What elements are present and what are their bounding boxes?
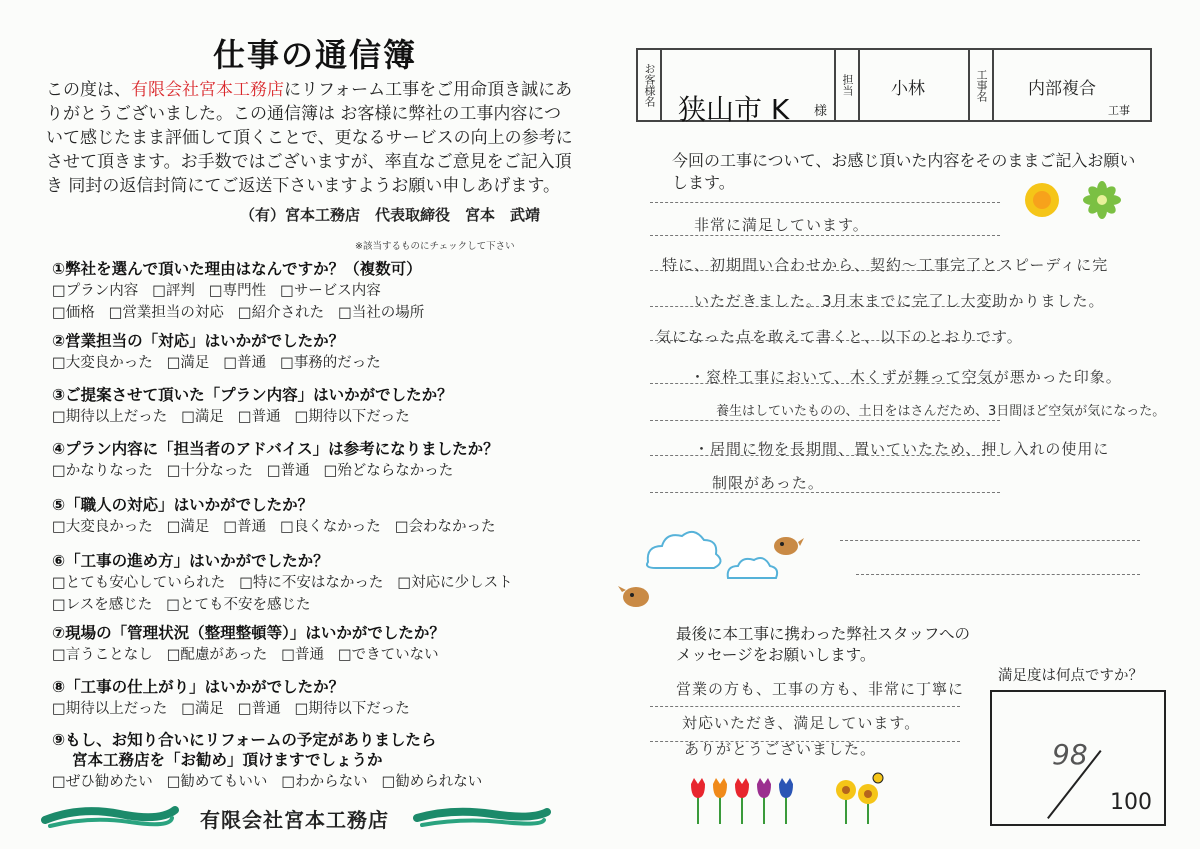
option-label: 普通 <box>280 463 310 479</box>
checkbox-option[interactable] <box>167 463 253 479</box>
option-label: サービス内容 <box>293 283 381 299</box>
option-label: 良くなかった <box>293 519 381 535</box>
checkbox-icon[interactable]: □ <box>166 597 180 613</box>
option-row <box>52 301 438 322</box>
checkbox-option[interactable] <box>382 774 483 790</box>
comment-line: いただきました。3月末までに完了し大変助かりました。 <box>694 292 1105 310</box>
signature: （有）宮本工務店 代表取締役 宮本 武靖 <box>240 206 541 224</box>
question-2: ②営業担当の「対応」はいかがでしたか？ <box>52 332 345 350</box>
option-label: 専門性 <box>222 283 267 299</box>
checkbox-option[interactable] <box>324 463 454 479</box>
checkbox-option[interactable] <box>223 355 266 371</box>
comment-line: 気になった点を敢えて書くと、以下のとおりです。 <box>656 328 1023 346</box>
option-label: 勧められない <box>395 774 483 790</box>
checkbox-option[interactable] <box>209 283 266 299</box>
question-4: ④プラン内容に「担当者のアドバイス」は参考になりましたか？ <box>52 440 499 458</box>
checkbox-option[interactable] <box>295 409 410 425</box>
flower-decoration-icon <box>1022 180 1122 220</box>
checkbox-icon[interactable]: □ <box>52 355 66 371</box>
option-row <box>52 459 467 480</box>
checkbox-icon[interactable]: □ <box>239 575 253 591</box>
company-name-red: 有限会社宮本工務店 <box>131 80 284 100</box>
header-box <box>636 48 1152 126</box>
dashed-line <box>650 420 1000 421</box>
checkbox-icon[interactable]: □ <box>323 463 338 479</box>
checkbox-option[interactable] <box>338 305 424 321</box>
checkbox-icon[interactable]: □ <box>52 701 66 717</box>
comment-line: 制限があった。 <box>712 474 824 492</box>
work-name: 内部複合 <box>1028 79 1096 99</box>
option-label: 普通 <box>294 647 324 663</box>
message-line: 営業の方も、工事の方も、非常に丁寧に <box>676 680 965 698</box>
option-label: 言うことなし <box>65 647 153 663</box>
option-row <box>52 571 527 592</box>
checkbox-option[interactable] <box>295 701 410 717</box>
checkbox-option[interactable] <box>167 519 210 535</box>
question-9: ⑨もし、お知り合いにリフォームの予定がありましたら <box>52 731 437 749</box>
checkbox-icon[interactable]: □ <box>166 355 181 371</box>
option-row <box>52 593 324 614</box>
checkbox-icon[interactable]: □ <box>237 701 252 717</box>
check-note: ※該当するものにチェックして下さい <box>355 241 515 252</box>
checkbox-icon[interactable]: □ <box>108 305 123 321</box>
customer-name: 狭山市 K <box>678 93 790 126</box>
option-label: プラン内容 <box>65 283 139 299</box>
option-label: 会わなかった <box>408 519 496 535</box>
checkbox-icon[interactable]: □ <box>294 701 309 717</box>
option-label: 大変良かった <box>65 355 153 371</box>
checkbox-option[interactable] <box>238 409 281 425</box>
question-5: ⑤「職人の対応」はいかがでしたか？ <box>52 496 314 514</box>
checkbox-icon[interactable]: □ <box>52 305 66 321</box>
checkbox-option[interactable] <box>395 519 496 535</box>
checkbox-option[interactable] <box>280 519 381 535</box>
checkbox-option[interactable] <box>280 283 381 299</box>
dashed-line <box>856 574 1140 575</box>
checkbox-icon[interactable]: □ <box>52 519 66 535</box>
checkbox-icon[interactable]: □ <box>181 701 195 717</box>
option-label: わからない <box>295 774 368 790</box>
checkbox-icon[interactable]: □ <box>281 774 296 790</box>
checkbox-icon[interactable]: □ <box>237 305 252 321</box>
checkbox-icon[interactable]: □ <box>381 774 396 790</box>
checkbox-icon[interactable]: □ <box>223 355 238 371</box>
checkbox-option[interactable] <box>52 355 153 371</box>
option-label: 満足 <box>194 409 224 425</box>
option-row <box>52 351 395 372</box>
checkbox-option[interactable] <box>52 283 138 299</box>
option-label: 紹介された <box>251 305 325 321</box>
customer-label: お客様名 <box>643 63 656 107</box>
staff-name: 小林 <box>891 79 925 99</box>
checkbox-icon[interactable]: □ <box>280 283 294 299</box>
option-label: 事務的だった <box>293 355 381 371</box>
dashed-line <box>840 540 1140 541</box>
dashed-line <box>650 706 960 707</box>
option-label: 勧めてもいい <box>180 774 268 790</box>
checkbox-icon[interactable]: □ <box>52 575 66 591</box>
option-label: 期待以上だった <box>65 409 168 425</box>
option-label: 配慮があった <box>180 647 268 663</box>
checkbox-icon[interactable]: □ <box>166 647 181 663</box>
checkbox-icon[interactable]: □ <box>397 575 412 591</box>
checkbox-option[interactable] <box>267 463 310 479</box>
checkbox-option[interactable] <box>166 597 310 613</box>
question-8: ⑧「工事の仕上がり」はいかがでしたか？ <box>52 678 345 696</box>
comment-line: 特に、初期問い合わせから、契約～工事完了とスピーディに完 <box>662 256 1109 274</box>
comment-line: ・窓枠工事において、木くずが舞って空気が悪かった印象。 <box>690 368 1122 386</box>
checkbox-icon[interactable]: □ <box>52 463 66 479</box>
checkbox-option[interactable] <box>52 575 225 591</box>
option-label: とても安心していられた <box>65 575 226 591</box>
checkbox-option[interactable] <box>52 305 95 321</box>
checkbox-option[interactable] <box>52 647 153 663</box>
checkbox-option[interactable] <box>52 597 152 613</box>
comment-line: 養生はしていたものの、土日をはさんだため、3日間ほど空気が気になった。 <box>716 404 1166 419</box>
checkbox-icon[interactable]: □ <box>394 519 409 535</box>
work-label: 工事名 <box>975 68 988 102</box>
question-7: ⑦現場の「管理状況（整理整頓等）」はいかがでしたか？ <box>52 624 445 642</box>
checkbox-icon[interactable]: □ <box>152 283 166 299</box>
checkbox-option[interactable] <box>52 774 153 790</box>
checkbox-option[interactable] <box>167 647 268 663</box>
option-label: 特に不安はなかった <box>252 575 384 591</box>
checkbox-icon[interactable]: □ <box>52 597 66 613</box>
comment-line: ・居間に物を長期間、置いていたため、押し入れの使用に <box>694 440 1110 458</box>
checkbox-option[interactable] <box>281 774 367 790</box>
option-label: 対応に少しスト <box>411 575 513 591</box>
checkbox-option[interactable] <box>181 701 224 717</box>
question-9-line2: 宮本工務店を「お勧め」頂けますでしょうか <box>72 751 383 769</box>
divider <box>858 50 860 120</box>
question-3: ③ご提案させて頂いた「プラン内容」はいかがでしたか？ <box>52 386 453 404</box>
option-label: 期待以上だった <box>65 701 168 717</box>
work-suffix: 工事 <box>1108 104 1130 117</box>
checkbox-icon[interactable]: □ <box>237 409 252 425</box>
checkbox-icon[interactable]: □ <box>338 305 352 321</box>
option-label: 普通 <box>251 409 281 425</box>
checkbox-icon[interactable]: □ <box>166 463 181 479</box>
divider <box>992 50 994 120</box>
option-label: 大変良かった <box>65 519 153 535</box>
checkbox-option[interactable] <box>239 575 383 591</box>
dashed-line <box>650 235 1000 236</box>
option-label: 期待以下だった <box>308 701 410 717</box>
footer-company: 有限会社宮本工務店 <box>200 808 389 832</box>
tulip-decoration-icon <box>688 776 808 826</box>
option-label: とても不安を感じた <box>179 597 311 613</box>
option-label: 殆どならなかった <box>337 463 454 479</box>
comment-prompt: 今回の工事について、お感じ頂いた内容をそのままご記入お願いします。 <box>672 151 1136 192</box>
option-row <box>52 279 395 300</box>
checkbox-option[interactable] <box>397 575 512 591</box>
checkbox-icon[interactable]: □ <box>281 647 295 663</box>
bird-icon <box>770 532 804 558</box>
option-row <box>52 770 496 791</box>
option-label: 普通 <box>251 701 281 717</box>
sunflower-decoration-icon <box>832 772 892 826</box>
score-value: 98 <box>1052 738 1088 771</box>
checkbox-icon[interactable]: □ <box>337 647 352 663</box>
option-label: ぜひ勧めたい <box>65 774 153 790</box>
score-box <box>990 690 1166 826</box>
checkbox-option[interactable] <box>338 647 439 663</box>
message-line: ありがとうございました。 <box>684 740 877 758</box>
checkbox-option[interactable] <box>167 355 210 371</box>
checkbox-icon[interactable]: □ <box>266 463 281 479</box>
checkbox-option[interactable] <box>52 519 153 535</box>
bird-icon <box>618 582 654 610</box>
checkbox-icon[interactable]: □ <box>294 409 309 425</box>
checkbox-option[interactable] <box>152 283 195 299</box>
option-label: 評判 <box>165 283 195 299</box>
option-label: 普通 <box>237 355 267 371</box>
score-max: 100 <box>1110 790 1152 815</box>
question-1: ①弊社を選んで頂いた理由はなんですか？（複数可） <box>52 260 422 278</box>
checkbox-icon[interactable]: □ <box>52 647 66 663</box>
brush-stroke-right <box>412 800 552 834</box>
checkbox-option[interactable] <box>109 305 224 321</box>
comment-line: 非常に満足しています。 <box>694 216 869 234</box>
page-title: 仕事の通信簿 <box>212 36 417 74</box>
checkbox-icon[interactable]: □ <box>181 409 195 425</box>
dashed-line <box>650 202 1000 203</box>
divider <box>660 50 662 120</box>
checkbox-icon[interactable]: □ <box>208 283 223 299</box>
checkbox-icon[interactable]: □ <box>166 774 181 790</box>
checkbox-option[interactable] <box>238 305 324 321</box>
option-label: かなりなった <box>65 463 153 479</box>
customer-honorific: 様 <box>814 104 828 119</box>
option-row <box>52 697 424 718</box>
option-row <box>52 515 510 536</box>
brush-stroke-left <box>40 800 180 834</box>
option-row <box>52 643 453 664</box>
dashed-line <box>650 492 1000 493</box>
message-line: 対応いただき、満足しています。 <box>682 714 921 732</box>
checkbox-option[interactable] <box>223 519 266 535</box>
option-label: 価格 <box>65 305 95 321</box>
option-label: 満足 <box>180 355 210 371</box>
option-label: レスを感じた <box>65 597 153 613</box>
checkbox-option[interactable] <box>238 701 281 717</box>
checkbox-option[interactable] <box>52 463 153 479</box>
checkbox-icon[interactable]: □ <box>52 774 66 790</box>
checkbox-icon[interactable]: □ <box>280 355 294 371</box>
checkbox-option[interactable] <box>52 701 167 717</box>
checkbox-icon[interactable]: □ <box>166 519 181 535</box>
checkbox-option[interactable] <box>181 409 224 425</box>
option-row <box>52 405 424 426</box>
option-label: 十分なった <box>180 463 253 479</box>
staff-label: 担当 <box>841 74 854 96</box>
checkbox-option[interactable] <box>280 355 381 371</box>
checkbox-option[interactable] <box>281 647 324 663</box>
option-label: 満足 <box>180 519 210 535</box>
intro-pre: この度は、 <box>46 80 131 100</box>
checkbox-icon[interactable]: □ <box>280 519 294 535</box>
message-prompt: 最後に本工事に携わった弊社スタッフへのメッセージをお願いします。 <box>676 625 971 664</box>
intro-text <box>46 78 576 198</box>
option-label: 営業担当の対応 <box>122 305 224 321</box>
option-label: できていない <box>351 647 439 663</box>
option-label: 満足 <box>194 701 224 717</box>
checkbox-icon[interactable]: □ <box>52 283 66 299</box>
checkbox-option[interactable] <box>167 774 268 790</box>
checkbox-option[interactable] <box>52 409 167 425</box>
option-label: 期待以下だった <box>308 409 410 425</box>
checkbox-icon[interactable]: □ <box>223 519 238 535</box>
satisfaction-label: 満足度は何点ですか？ <box>998 668 1143 684</box>
intro-post: にリフォーム工事をご用命頂き誠にありがとうございました。この通信簿は お客様に弊社の工事内容について感じたまま評価して頂くことで、更なるサービスの向上の参考にさせて頂きます。お手数ではございますが、率直なご意見をご記入頂き 同封の返信封筒にてご返送下さいますようお願い申しあげます。 <box>46 80 573 196</box>
question-6: ⑥「工事の進め方」はいかがでしたか？ <box>52 552 329 570</box>
option-label: 当社の場所 <box>351 305 425 321</box>
checkbox-icon[interactable]: □ <box>52 409 66 425</box>
option-label: 普通 <box>237 519 267 535</box>
